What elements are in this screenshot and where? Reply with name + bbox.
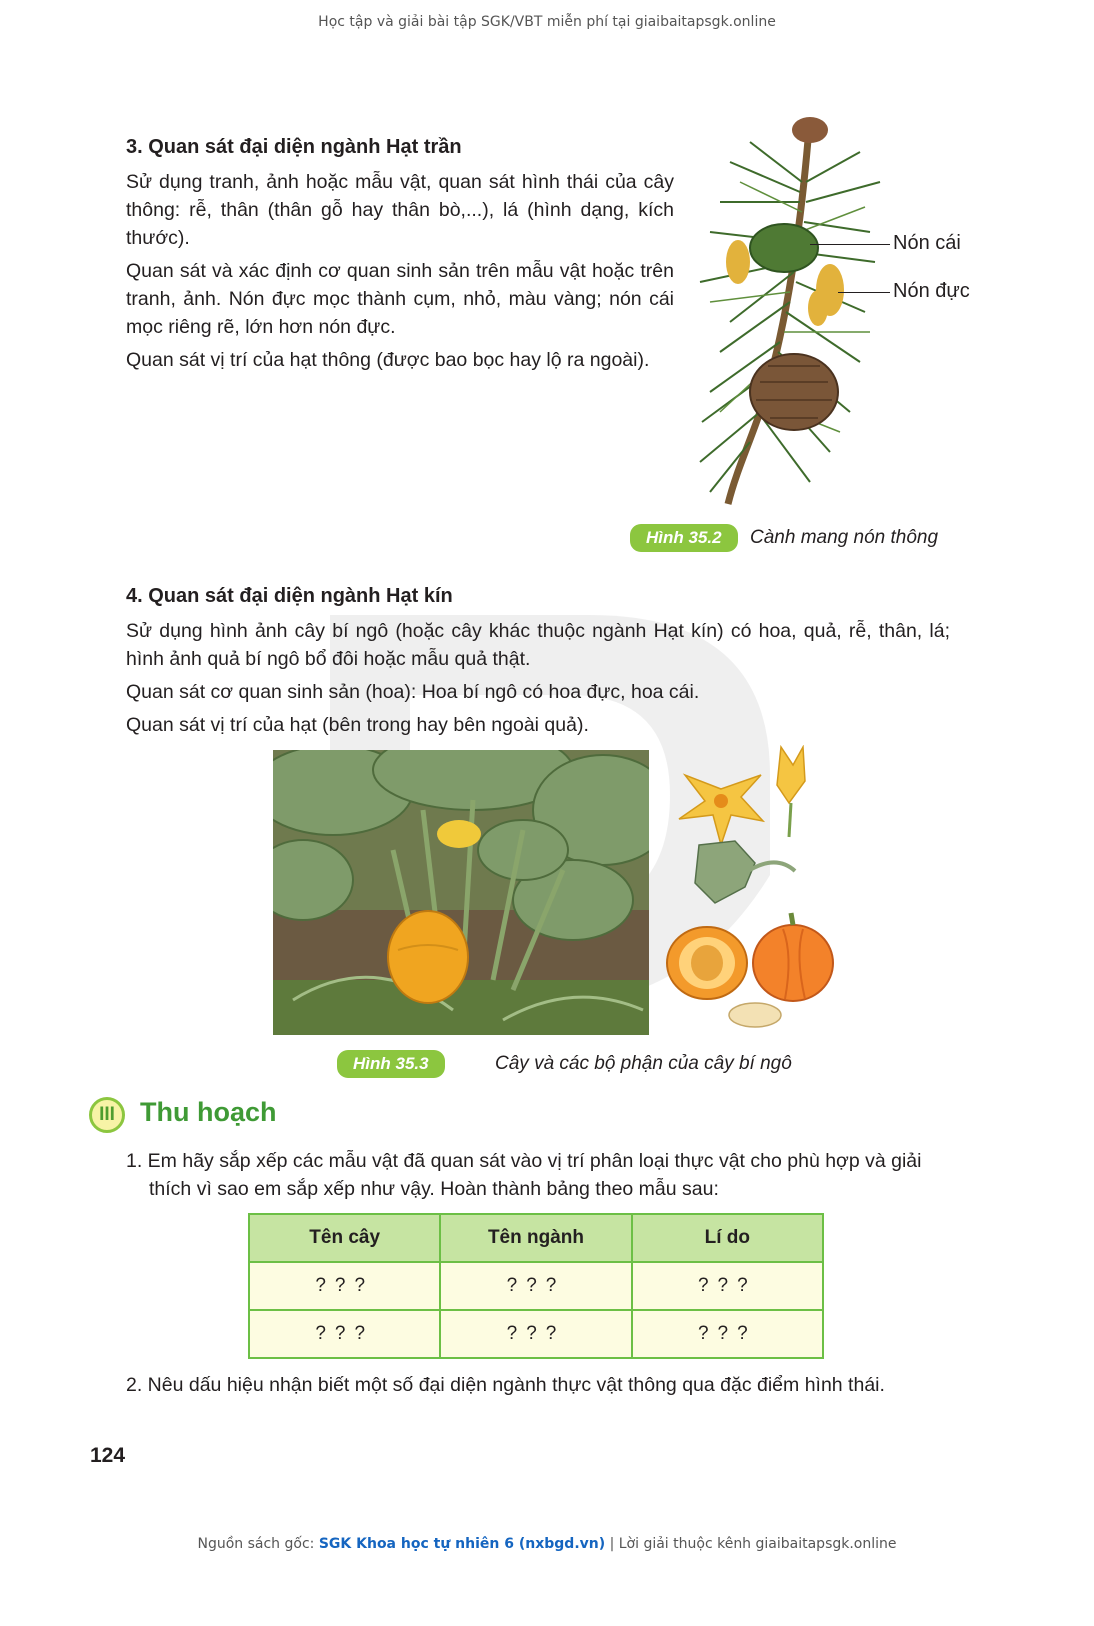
table-cell: ??? xyxy=(249,1262,440,1310)
pumpkin-flower-bud xyxy=(777,747,805,837)
section-4-body xyxy=(126,617,950,744)
figure-35-2-badge: Hình 35.2 xyxy=(630,524,738,552)
pine-branch-illustration xyxy=(690,112,890,508)
table-header-division: Tên ngành xyxy=(440,1214,631,1262)
results-table-wrapper xyxy=(248,1213,824,1359)
table-cell: ??? xyxy=(632,1310,823,1358)
results-table xyxy=(248,1213,824,1359)
table-cell: ??? xyxy=(632,1262,823,1310)
section-3-paragraph-3: Quan sát vị trí của hạt thông (được bao bọc hay lộ ra ngoài). xyxy=(126,349,650,371)
table-cell: ??? xyxy=(249,1310,440,1358)
callout-line-female xyxy=(810,244,890,245)
section-iii-icon: III xyxy=(89,1097,125,1133)
footer xyxy=(0,1536,1094,1552)
pumpkin-leaf xyxy=(695,841,795,903)
question-1: 1. Em hãy sắp xếp các mẫu vật đã quan sát vào vị trí phân loại thực vật cho phù hợp và giải thích vì sao em sắp xếp như vậy. Hoàn thành bảng theo mẫu sau: xyxy=(126,1150,922,1200)
table-header-row xyxy=(249,1214,823,1262)
table-row xyxy=(249,1262,823,1310)
pumpkin-seed xyxy=(729,1003,781,1027)
section-3-paragraph-2: Quan sát và xác định cơ quan sinh sản trên mẫu vật hoặc trên tranh, ảnh. Nón đực mọc thành cụm, nhỏ, màu vàng; nón cái mọc riêng rẽ, lớn hơn nón đực. xyxy=(126,260,674,338)
figure-35-3-badge: Hình 35.3 xyxy=(337,1050,445,1078)
section-3-body xyxy=(126,168,674,379)
pumpkin-halved xyxy=(667,927,747,999)
section-4-paragraph-1: Sử dụng hình ảnh cây bí ngô (hoặc cây khác thuộc ngành Hạt kín) có hoa, quả, rễ, thân, lá; hình ảnh quả bí ngô bổ đôi hoặc mẫu quả thật. xyxy=(126,620,950,670)
section-4-heading: 4. Quan sát đại diện ngành Hạt kín xyxy=(126,585,453,607)
section-4-paragraph-2: Quan sát cơ quan sinh sản (hoa): Hoa bí ngô có hoa đực, hoa cái. xyxy=(126,681,700,703)
figure-35-2-caption: Cành mang nón thông xyxy=(750,527,939,548)
question-2: 2. Nêu dấu hiệu nhận biết một số đại diện ngành thực vật thông qua đặc điểm hình thái. xyxy=(126,1374,885,1396)
section-iii-title: Thu hoạch xyxy=(140,1097,277,1127)
section-3-heading: 3. Quan sát đại diện ngành Hạt trần xyxy=(126,136,462,158)
section-3-paragraph-1: Sử dụng tranh, ảnh hoặc mẫu vật, quan sát hình thái của cây thông: rễ, thân (thân gỗ hay thân bò,...), lá (hình dạng, kích thước). xyxy=(126,171,674,249)
page-number: 124 xyxy=(90,1444,126,1467)
footer-source-link[interactable]: SGK Khoa học tự nhiên 6 (nxbgd.vn) xyxy=(318,1536,606,1552)
top-banner: Học tập và giải bài tập SGK/VBT miễn phí tại giaibaitapsgk.online xyxy=(318,14,776,30)
table-header-plant-name: Tên cây xyxy=(249,1214,440,1262)
footer-suffix: | Lời giải thuộc kênh giaibaitapsgk.online xyxy=(605,1536,897,1552)
section-4-paragraph-3: Quan sát vị trí của hạt (bên trong hay bên ngoài quả). xyxy=(126,714,589,736)
label-male-cone: Nón đực xyxy=(893,280,970,302)
pumpkin-whole xyxy=(753,913,833,1001)
label-female-cone: Nón cái xyxy=(893,232,961,254)
pumpkin-plant-photo xyxy=(273,750,649,1035)
table-header-reason: Lí do xyxy=(632,1214,823,1262)
callout-line-male xyxy=(838,292,890,293)
table-row xyxy=(249,1310,823,1358)
table-cell: ??? xyxy=(440,1262,631,1310)
pumpkin-parts-illustration xyxy=(665,745,840,1035)
figure-35-3-caption: Cây và các bộ phận của cây bí ngô xyxy=(495,1053,792,1074)
footer-prefix: Nguồn sách gốc: xyxy=(197,1536,319,1552)
table-cell: ??? xyxy=(440,1310,631,1358)
